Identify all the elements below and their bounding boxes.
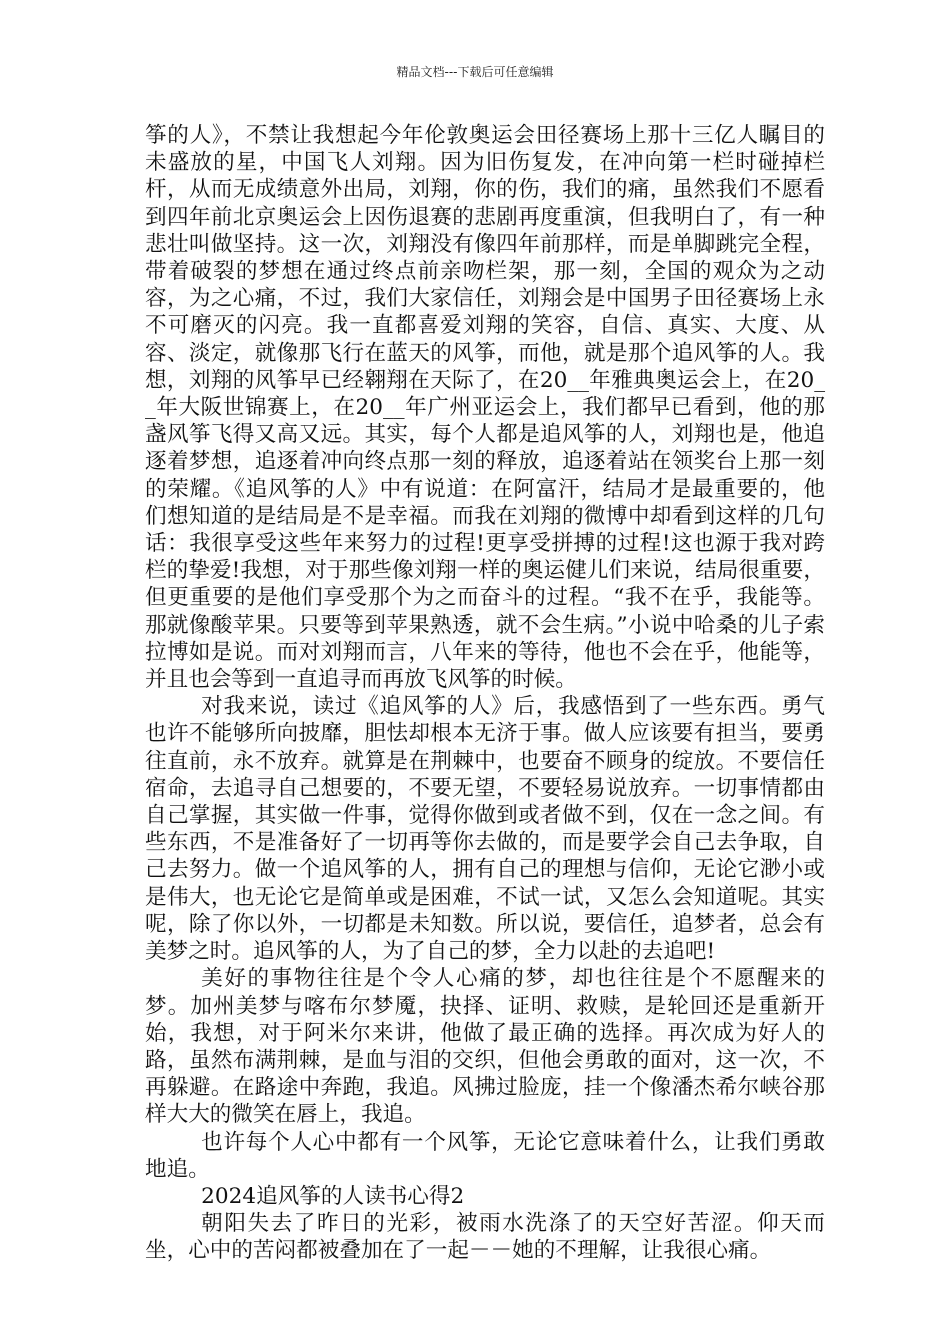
paragraph: 美好的事物往往是个令人心痛的梦，却也往往是个不愿醒来的梦。加州美梦与喀布尔梦魇，抉择、证明、救赎，是轮回还是重新开始，我想，对于阿米尔来讲，他做了最正确的选择。再次成为好人的路，虽然布满荆棘，是血与泪的交织，但他会勇敢的面对，这一次，不再躲避。在路途中奔跑，我追。风拂过脸庞，挂一个像潘杰希尔峡谷那样大大的微笑在唇上，我追。: [145, 966, 825, 1128]
paragraph: 对我来说，读过《追风筝的人》后，我感悟到了一些东西。勇气也许不能够所向披靡，胆怯却根本无济于事。做人应该要有担当，要勇往直前，永不放弃。就算是在荆棘中，也要奋不顾身的绽放。不要信任宿命，去追寻自己想要的，不要无望，不要轻易说放弃。一切事情都由自己掌握，其实做一件事，觉得你做到或者做不到，仅在一念之间。有些东西，不是准备好了一切再等你去做的，而是要学会自己去争取，自己去努力。做一个追风筝的人，拥有自己的理想与信仰，无论它渺小或是伟大，也无论它是简单或是困难，不试一试，又怎么会知道呢。其实呢，除了你以外，一切都是未知数。所以说，要信任，追梦者，总会有美梦之时。追风筝的人，为了自己的梦，全力以赴的去追吧!: [145, 694, 825, 965]
paragraph: 筝的人》，不禁让我想起今年伦敦奥运会田径赛场上那十三亿人瞩目的未盛放的星，中国飞人刘翔。因为旧伤复发，在冲向第一栏时碰掉栏杆，从而无成绩意外出局，刘翔，你的伤，我们的痛，虽然我们不愿看到四年前北京奥运会上因伤退赛的悲剧再度重演，但我明白了，有一种悲壮叫做坚持。这一次，刘翔没有像四年前那样，而是单脚跳完全程，带着破裂的梦想在通过终点前亲吻栏架，那一刻，全国的观众为之动容，为之心痛，不过，我们大家信任，刘翔会是中国男子田径赛场上永不可磨灭的闪亮。我一直都喜爱刘翔的笑容，自信、真实、大度、从容、淡定，就像那飞行在蓝天的风筝，而他，就是那个追风筝的人。我想，刘翔的风筝早已经翱翔在天际了，在20__年雅典奥运会上，在20__年大阪世锦赛上，在20__年广州亚运会上，我们都早已看到，他的那盏风筝飞得又高又远。其实，每个人都是追风筝的人，刘翔也是，他追逐着梦想，追逐着冲向终点那一刻的释放，追逐着站在领奖台上那一刻的荣耀。《追风筝的人》中有说道：在阿富汗，结局才是最重要的，他们想知道的是结局是不是幸福。而我在刘翔的微博中却看到这样的几句话：我很享受这些年来努力的过程!更享受拼搏的过程!这也源于我对跨栏的挚爱!我想，对于那些像刘翔一样的奥运健儿们来说，结局很重要，但更重要的是他们享受那个为之而奋斗的过程。“我不在乎，我能等。那就像酸苹果。只要等到苹果熟透，就不会生病。”小说中哈桑的儿子索拉博如是说。而对刘翔而言，八年来的等待，他也不会在乎，他能等，并且也会等到一直追寻而再放飞风筝的时候。: [145, 123, 825, 693]
document-body: [145, 122, 825, 1265]
paragraph: 朝阳失去了昨日的光彩，被雨水洗涤了的天空好苦涩。仰天而坐，心中的苦闷都被叠加在了一起－－她的不理解，让我很心痛。: [145, 1211, 825, 1264]
page-header: 精品文档---下载后可任意编辑: [396, 65, 554, 79]
section-heading: 2024追风筝的人读书心得2: [201, 1183, 465, 1209]
paragraph: 也许每个人心中都有一个风筝，无论它意味着什么，让我们勇敢地追。: [145, 1129, 825, 1182]
